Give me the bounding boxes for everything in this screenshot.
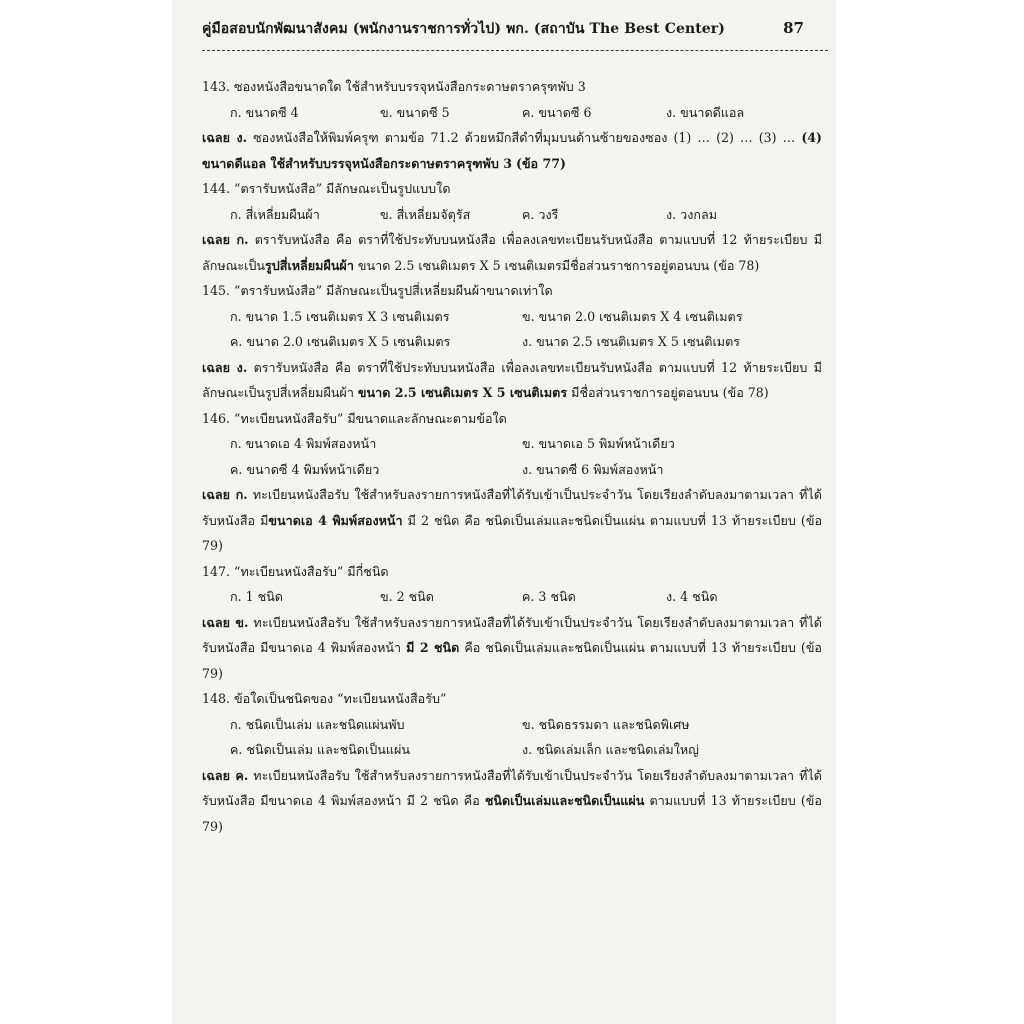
- answer-explanation: [172, 355, 836, 406]
- answer-text: ตรารับหนังสือ คือ ตราที่ใช้ประทับบนหนังสือ เพื่อลงเลขทะเบียนรับหนังสือ ตามแบบที่ 12 ท้ายระเบียบ มีลักษณะเป็น: [202, 232, 823, 273]
- answer-tail: ขนาด 2.5 เซนติเมตร X 5 เซนติเมตรมีชื่อส่วนราชการอยู่ตอนบน (ข้อ 78): [357, 257, 760, 273]
- question-text: 147. “ทะเบียนหนังสือรับ” มีกี่ชนิด: [202, 563, 389, 579]
- options-row: [172, 304, 836, 330]
- question-list: [172, 74, 836, 839]
- answer-explanation: [172, 125, 836, 176]
- answer-label: เฉลย ก.: [202, 232, 249, 247]
- option: ง. ขนาดดีแอล: [666, 104, 745, 120]
- option: ก. ขนาด 1.5 เซนติเมตร X 3 เซนติเมตร: [230, 308, 450, 324]
- answer-text: ทะเบียนหนังสือรับ ใช้สำหรับลงรายการหนังสือที่ได้รับเข้าเป็นประจำวัน โดยเรียงลำดับลงมาตามเวลา ที่ได้รับหนังสือ มีขนาดเอ 4 พิมพ์สองหน้า: [202, 614, 822, 655]
- answer-explanation: [172, 763, 836, 840]
- option: ค. ขนาดซี 6: [522, 104, 592, 120]
- option: ข. ขนาดซี 5: [380, 104, 450, 120]
- answer-explanation: [172, 610, 836, 687]
- header-divider: [202, 50, 828, 51]
- option: ง. ชนิดเล่มเล็ก และชนิดเล่มใหญ่: [522, 742, 699, 757]
- answer-tail: ตามแบบที่ 13 ท้ายระเบียบ (ข้อ 79): [202, 793, 822, 834]
- option: ข. ขนาดเอ 5 พิมพ์หน้าเดียว: [522, 436, 675, 451]
- answer-highlight: ชนิดเป็นเล่มและชนิดเป็นแผ่น: [484, 793, 645, 808]
- option: ข. สี่เหลี่ยมจัตุรัส: [380, 206, 471, 222]
- option: ค. 3 ชนิด: [522, 589, 576, 604]
- answer-label: เฉลย ข.: [202, 614, 249, 630]
- answer-highlight: ขนาดเอ 4 พิมพ์สองหน้า: [268, 512, 403, 528]
- answer-tail: คือ ชนิดเป็นเล่มและชนิดเป็นแผ่น ตามแบบที่ 13 ท้ายระเบียบ (ข้อ 79): [202, 640, 822, 681]
- options-row: [172, 712, 836, 738]
- option: ค. ชนิดเป็นเล่ม และชนิดเป็นแผ่น: [230, 742, 410, 757]
- option: ค. ขนาดซี 4 พิมพ์หน้าเดียว: [230, 461, 380, 477]
- option: ก. ชนิดเป็นเล่ม และชนิดแผ่นพับ: [230, 716, 405, 732]
- answer-highlight: ขนาด 2.5 เซนติเมตร X 5 เซนติเมตร: [357, 385, 568, 400]
- page-margin: [836, 0, 1024, 1024]
- options-row: [172, 584, 836, 610]
- option: ง. วงกลม: [666, 206, 718, 222]
- answer-text: ตรารับหนังสือ คือ ตราที่ใช้ประทับบนหนังสือ เพื่อลงเลขทะเบียนรับหนังสือ ตามแบบที่ 12 ท้ายระเบียบ มีลักษณะเป็นรูปสี่เหลี่ยมผืนผ้า: [202, 359, 822, 400]
- answer-highlight: มี 2 ชนิด: [406, 640, 460, 655]
- answer-tail: มีชื่อส่วนราชการอยู่ตอนบน (ข้อ 78): [571, 385, 769, 400]
- option: ก. สี่เหลี่ยมผืนผ้า: [230, 206, 320, 222]
- answer-text: ทะเบียนหนังสือรับ ใช้สำหรับลงรายการหนังสือที่ได้รับเข้าเป็นประจำวัน โดยเรียงลำดับลงมาตามเวลา ที่ได้รับหนังสือ มีขนาดเอ 4 พิมพ์สองหน้า มี 2 ชนิด คือ: [202, 767, 822, 808]
- option: ง. ขนาดซี 6 พิมพ์สองหน้า: [522, 461, 664, 477]
- page-header: [202, 18, 822, 40]
- options-row: [172, 100, 836, 126]
- answer-text: ทะเบียนหนังสือรับ ใช้สำหรับลงรายการหนังสือที่ได้รับเข้าเป็นประจำวัน โดยเรียงลำดับลงมาตามเวลา ที่ได้รับหนังสือ มี: [202, 487, 823, 528]
- options-row: [172, 737, 836, 763]
- option: ก. ขนาดซี 4: [230, 104, 299, 120]
- options-row: [172, 457, 836, 483]
- option: ค. วงรี: [522, 206, 559, 222]
- option: ข. 2 ชนิด: [380, 589, 434, 604]
- page-title: คู่มือสอบนักพัฒนาสังคม (พนักงานราชการทั่วไป) พก. (สถาบัน The Best Center): [202, 21, 726, 37]
- answer-highlight: (4) ขนาดดีแอล ใช้สำหรับบรรจุหนังสือกระดาษตราครุฑพับ 3: [202, 130, 822, 171]
- answer-label: เฉลย ง.: [202, 130, 247, 145]
- answer-tail: มี 2 ชนิด คือ ชนิดเป็นเล่มและชนิดเป็นแผ่น ตามแบบที่ 13 ท้ายระเบียบ (ข้อ 79): [202, 512, 823, 553]
- answer-explanation: [172, 482, 836, 559]
- question-text: 143. ซองหนังสือขนาดใด ใช้สำหรับบรรจุหนังสือกระดาษตราครุฑพับ 3: [202, 79, 586, 94]
- option: ก. 1 ชนิด: [230, 589, 283, 604]
- question-text: 145. “ตรารับหนังสือ” มีลักษณะเป็นรูปสี่เหลี่ยมผืนผ้าขนาดเท่าใด: [202, 283, 553, 298]
- question-text: 148. ข้อใดเป็นชนิดของ “ทะเบียนหนังสือรับ”: [202, 691, 447, 706]
- option: ก. ขนาดเอ 4 พิมพ์สองหน้า: [230, 436, 377, 451]
- options-row: [172, 329, 836, 355]
- option: ง. ขนาด 2.5 เซนติเมตร X 5 เซนติเมตร: [522, 334, 741, 349]
- book-page: [172, 0, 836, 1024]
- page-number: 87: [783, 19, 804, 37]
- option: ข. ขนาด 2.0 เซนติเมตร X 4 เซนติเมตร: [522, 308, 743, 324]
- option: ค. ขนาด 2.0 เซนติเมตร X 5 เซนติเมตร: [230, 334, 451, 349]
- question-text: 144. “ตรารับหนังสือ” มีลักษณะเป็นรูปแบบใด: [202, 181, 451, 196]
- answer-tail: (ข้อ 77): [515, 155, 566, 171]
- answer-label: เฉลย ค.: [202, 767, 249, 783]
- option: ง. 4 ชนิด: [666, 589, 718, 604]
- answer-highlight: รูปสี่เหลี่ยมผืนผ้า: [265, 257, 354, 273]
- options-row: [172, 431, 836, 457]
- answer-text: ซองหนังสือให้พิมพ์ครุฑ ตามข้อ 71.2 ด้วยหมึกสีดำที่มุมบนด้านซ้ายของซอง (1) … (2) … (3) …: [253, 130, 796, 145]
- option: ข. ชนิดธรรมดา และชนิดพิเศษ: [522, 716, 690, 732]
- answer-explanation: [172, 227, 836, 278]
- question-text: 146. “ทะเบียนหนังสือรับ” มีขนาดและลักษณะตามข้อใด: [202, 410, 507, 426]
- options-row: [172, 202, 836, 228]
- answer-label: เฉลย ง.: [202, 359, 248, 375]
- answer-label: เฉลย ก.: [202, 487, 248, 502]
